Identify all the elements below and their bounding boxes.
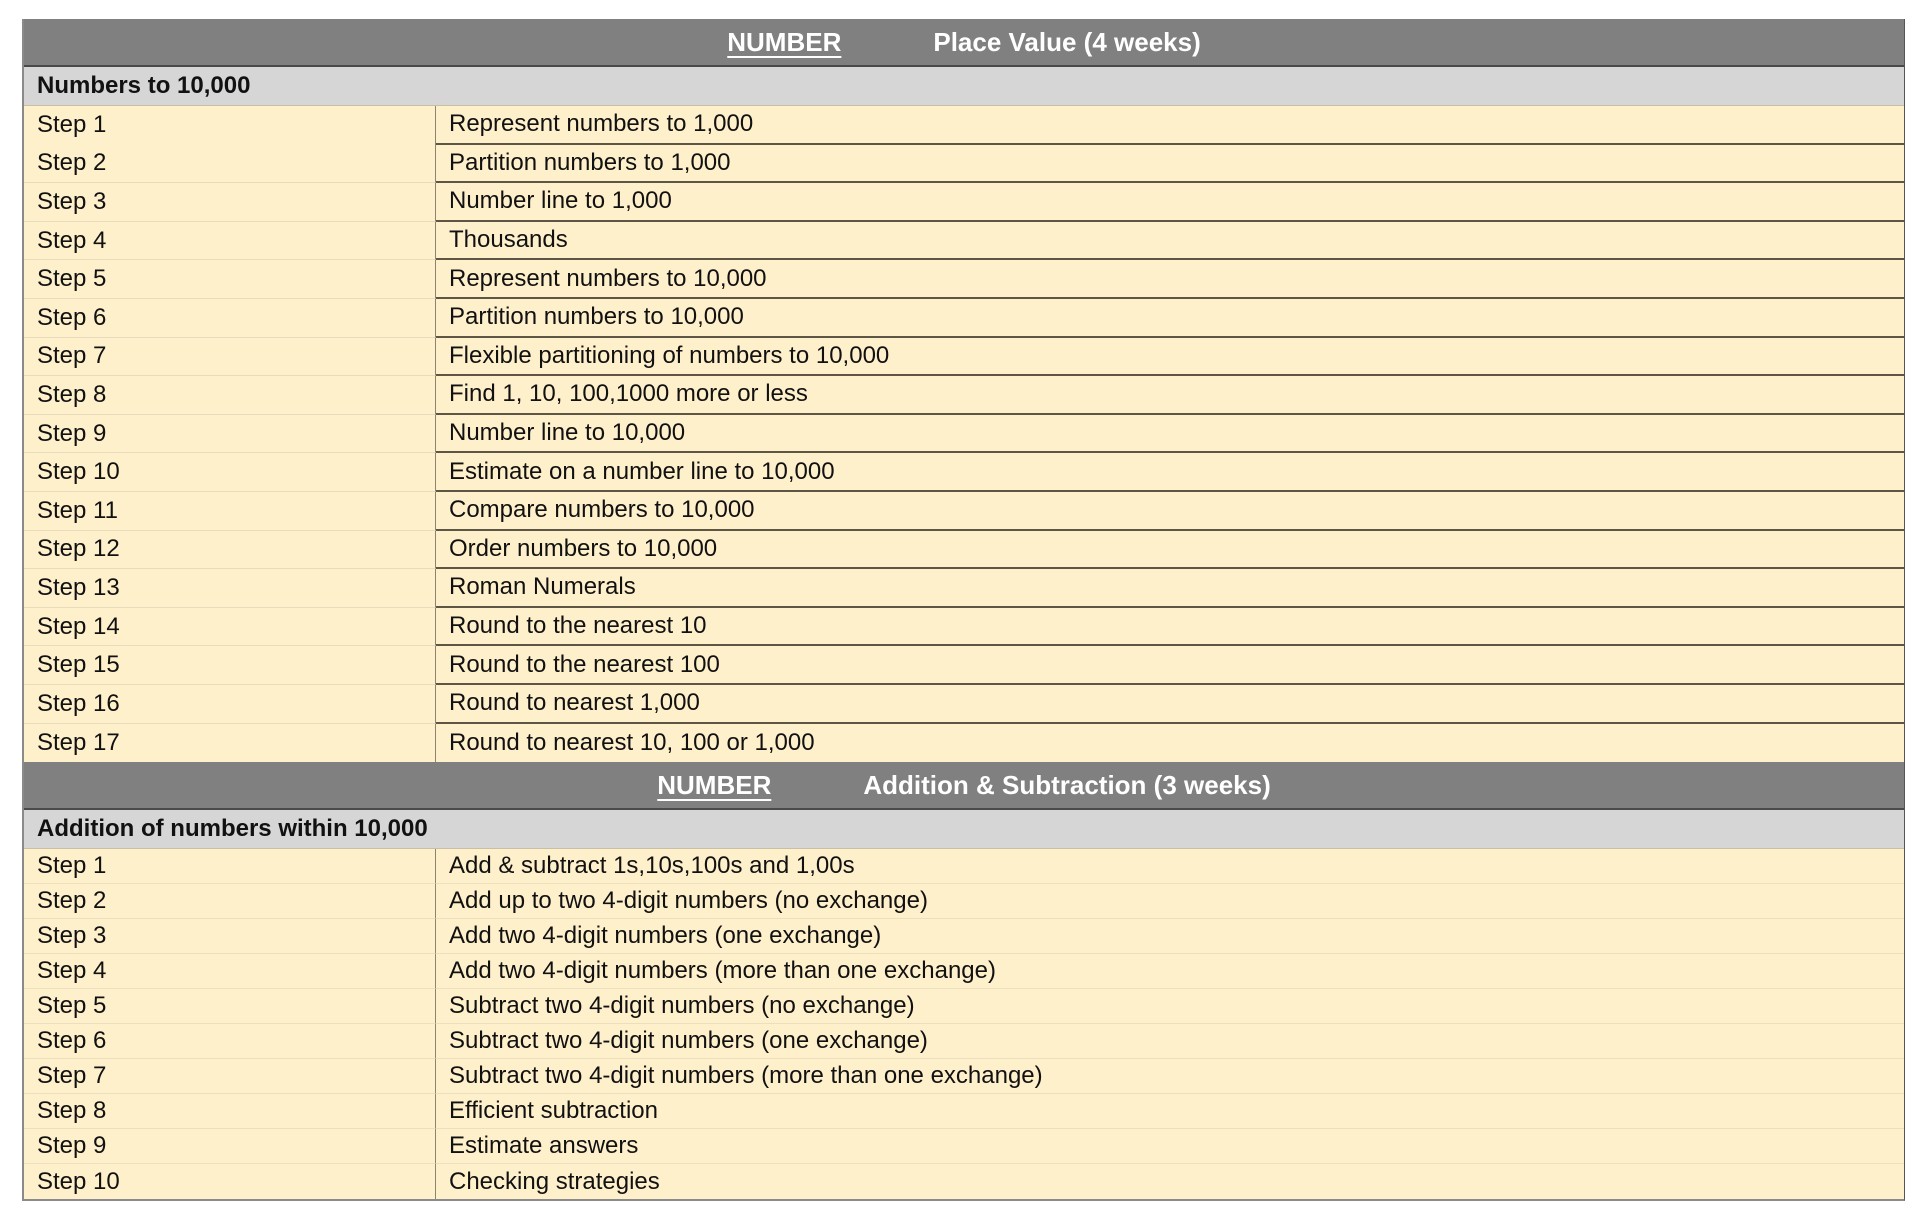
step-number: Step 8 [24,1094,436,1129]
table-row [24,989,1904,1024]
step-number: Step 1 [24,106,436,145]
step-number: Step 10 [24,1164,436,1199]
step-description: Flexible partitioning of numbers to 10,000 [436,338,1904,377]
table-row [24,849,1904,884]
table-row [24,685,1904,724]
step-description: Add up to two 4-digit numbers (no exchange) [436,884,1904,919]
table-row [24,531,1904,570]
step-description: Add two 4-digit numbers (more than one exchange) [436,954,1904,989]
section-addition-subtraction [24,762,1904,1199]
step-number: Step 17 [24,724,436,763]
table-row [24,884,1904,919]
table-row [24,183,1904,222]
step-number: Step 15 [24,646,436,685]
step-description: Add two 4-digit numbers (one exchange) [436,919,1904,954]
block-title: Addition of numbers within 10,000 [24,810,1904,849]
step-number: Step 10 [24,453,436,492]
table-row [24,724,1904,763]
step-description: Estimate answers [436,1129,1904,1164]
step-number: Step 5 [24,260,436,299]
step-description: Subtract two 4-digit numbers (no exchange) [436,989,1904,1024]
section-title: Addition & Subtraction (3 weeks) [863,769,1271,800]
step-description: Order numbers to 10,000 [436,531,1904,570]
steps-list [24,106,1904,762]
table-row [24,919,1904,954]
step-number: Step 2 [24,145,436,184]
step-description: Estimate on a number line to 10,000 [436,453,1904,492]
step-description: Thousands [436,222,1904,261]
step-number: Step 6 [24,299,436,338]
table-row [24,954,1904,989]
strand-label: NUMBER [657,769,772,800]
step-number: Step 1 [24,849,436,884]
table-row [24,646,1904,685]
step-description: Round to nearest 10, 100 or 1,000 [449,728,815,756]
table-row [24,1059,1904,1094]
step-number: Step 6 [24,1024,436,1059]
table-row [24,106,1904,145]
step-description: Represent numbers to 1,000 [436,106,1904,145]
section-title: Place Value (4 weeks) [933,26,1201,57]
step-description: Efficient subtraction [436,1094,1904,1129]
table-row [24,415,1904,454]
step-description: Round to the nearest 100 [436,646,1904,685]
step-number: Step 3 [24,919,436,954]
step-description: Compare numbers to 10,000 [436,492,1904,531]
steps-list [24,849,1904,1199]
section-place-value [24,19,1904,762]
table-row [24,260,1904,299]
step-number: Step 7 [24,1059,436,1094]
section-header [24,762,1904,810]
step-description: Checking strategies [449,1167,660,1195]
table-row [24,145,1904,184]
step-description: Round to nearest 1,000 [436,685,1904,724]
table-row [24,1024,1904,1059]
table-row [24,222,1904,261]
step-number: Step 11 [24,492,436,531]
scheme-of-learning-table [22,19,1905,1201]
step-number: Step 4 [24,954,436,989]
table-row [24,608,1904,647]
table-row [24,1164,1904,1199]
step-description: Round to the nearest 10 [436,608,1904,647]
step-description: Subtract two 4-digit numbers (more than one exchange) [436,1059,1904,1094]
table-row [24,453,1904,492]
table-row [24,376,1904,415]
step-number: Step 16 [24,685,436,724]
step-description: Add & subtract 1s,10s,100s and 1,00s [436,849,1904,884]
step-description: Represent numbers to 10,000 [436,260,1904,299]
step-number: Step 12 [24,531,436,570]
step-number: Step 9 [24,1129,436,1164]
step-description: Partition numbers to 1,000 [436,145,1904,184]
step-number: Step 7 [24,338,436,377]
table-row [24,1129,1904,1164]
table-row [24,1094,1904,1129]
table-row [24,492,1904,531]
step-description: Roman Numerals [436,569,1904,608]
step-number: Step 14 [24,608,436,647]
step-description: Partition numbers to 10,000 [436,299,1904,338]
block-title: Numbers to 10,000 [24,67,1904,106]
step-number: Step 2 [24,884,436,919]
table-row [24,338,1904,377]
step-description: Number line to 1,000 [436,183,1904,222]
step-number: Step 3 [24,183,436,222]
section-header [24,19,1904,67]
step-description: Number line to 10,000 [436,415,1904,454]
step-number: Step 4 [24,222,436,261]
step-number: Step 13 [24,569,436,608]
table-row [24,569,1904,608]
step-description: Find 1, 10, 100,1000 more or less [436,376,1904,415]
strand-label: NUMBER [727,26,842,57]
step-number: Step 5 [24,989,436,1024]
table-row [24,299,1904,338]
step-description: Subtract two 4-digit numbers (one exchange) [436,1024,1904,1059]
step-number: Step 9 [24,415,436,454]
step-number: Step 8 [24,376,436,415]
